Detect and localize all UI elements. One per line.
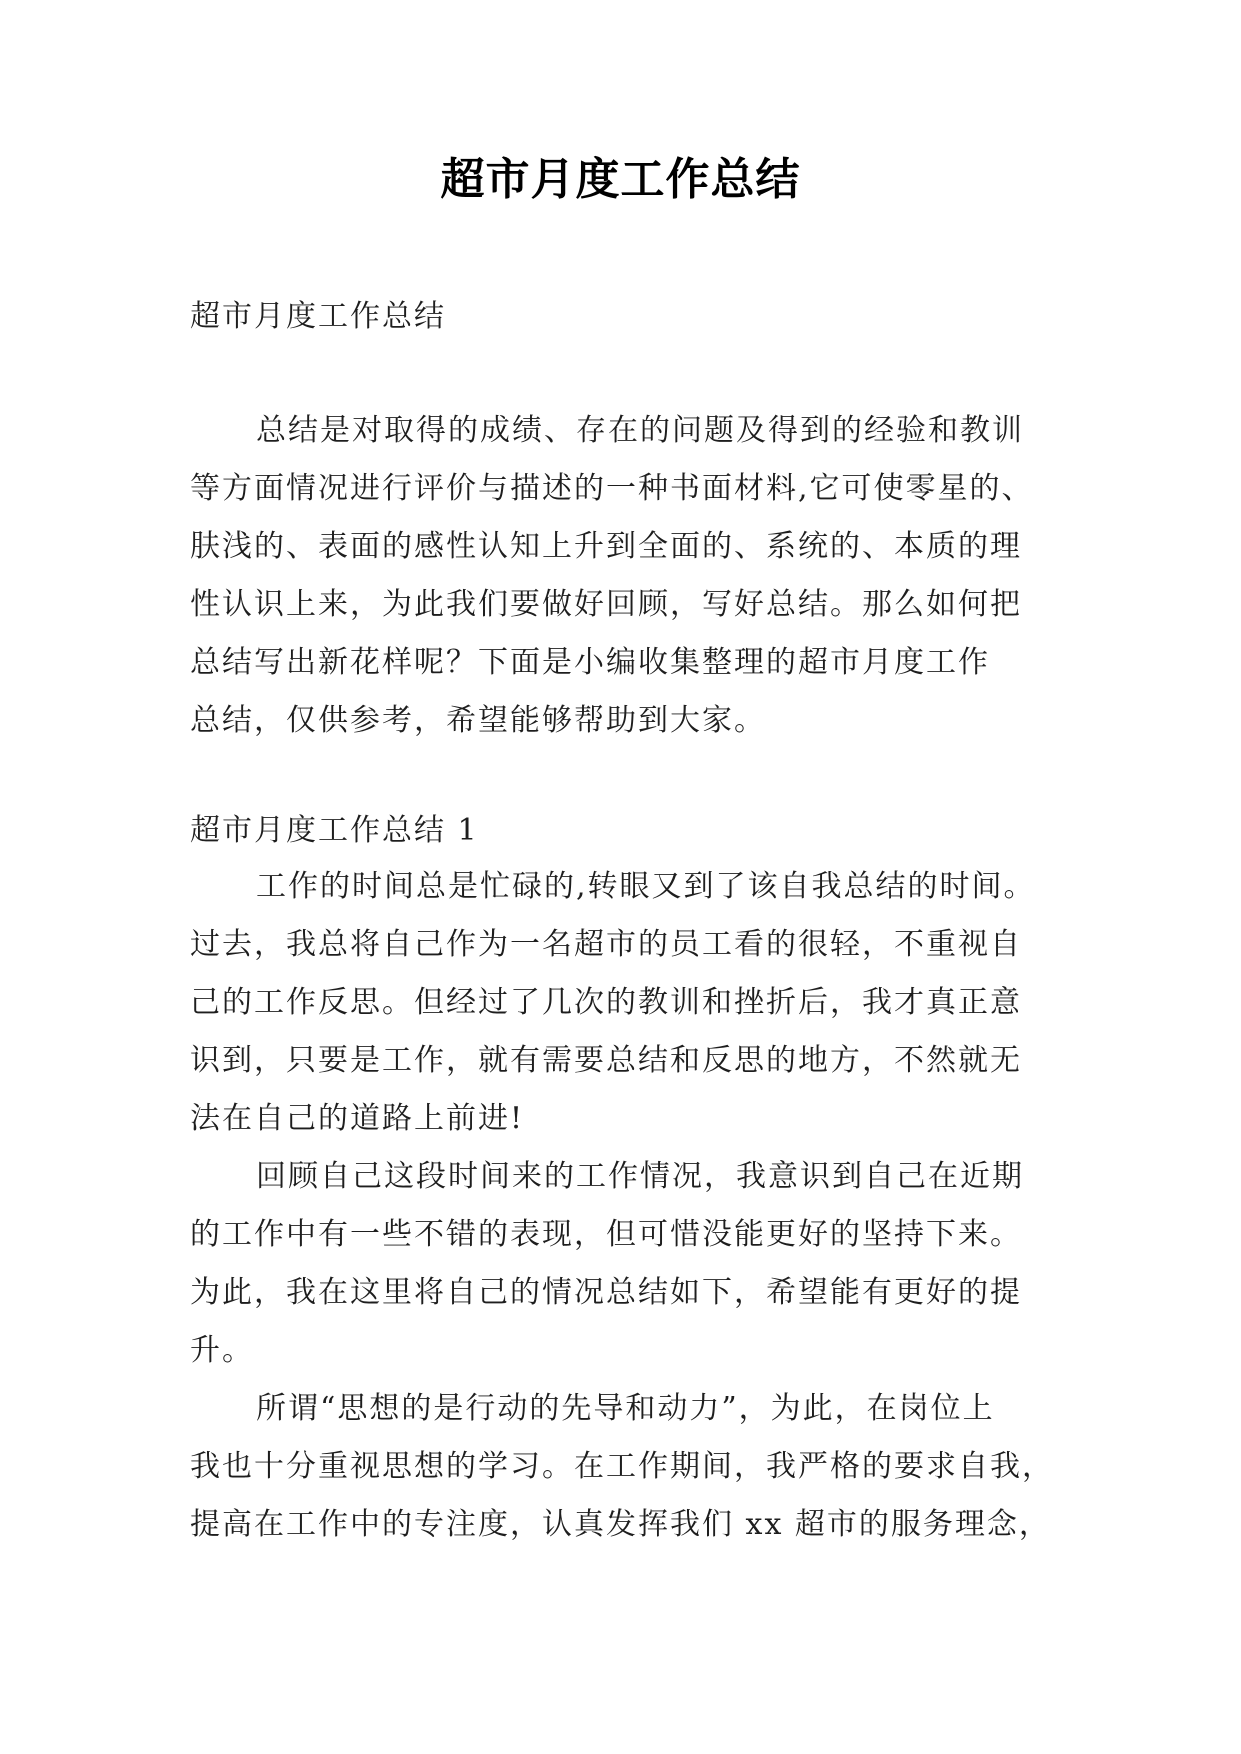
paragraph-line: 己的工作反思。但经过了几次的教训和挫折后，我才真正意: [190, 985, 1022, 1020]
document-subtitle: 超市月度工作总结: [190, 299, 446, 334]
paragraph-line: 提高在工作中的专注度，认真发挥我们 xx 超市的服务理念，: [190, 1507, 1051, 1542]
paragraph-line: 的工作中有一些不错的表现，但可惜没能更好的坚持下来。: [190, 1217, 1022, 1252]
paragraph-line: 我也十分重视思想的学习。在工作期间，我严格的要求自我，: [190, 1449, 1054, 1484]
paragraph-line: 性认识上来，为此我们要做好回顾，写好总结。那么如何把: [190, 587, 1022, 622]
paragraph-line: 总结写出新花样呢？下面是小编收集整理的超市月度工作: [190, 645, 990, 680]
paragraph-line: 肤浅的、表面的感性认知上升到全面的、系统的、本质的理: [190, 529, 1022, 564]
paragraph-line: 回顾自己这段时间来的工作情况，我意识到自己在近期: [256, 1159, 1024, 1194]
paragraph-line: 所谓“思想的是行动的先导和动力”，为此，在岗位上: [256, 1391, 995, 1426]
paragraph-line: 工作的时间总是忙碌的,转眼又到了该自我总结的时间。: [256, 869, 1036, 904]
section-heading: 超市月度工作总结 1: [190, 813, 479, 848]
document-title: 超市月度工作总结: [440, 154, 801, 205]
paragraph-line: 等方面情况进行评价与描述的一种书面材料,它可使零星的、: [190, 471, 1034, 506]
section-body: [190, 858, 1054, 1554]
intro-paragraph: [190, 402, 1050, 750]
paragraph-line: 总结是对取得的成绩、存在的问题及得到的经验和教训: [256, 413, 1024, 448]
paragraph-line: 识到，只要是工作，就有需要总结和反思的地方，不然就无: [190, 1043, 1022, 1078]
paragraph-line: 总结，仅供参考，希望能够帮助到大家。: [190, 703, 766, 738]
paragraph-line: 法在自己的道路上前进!: [190, 1101, 525, 1136]
paragraph-line: 为此，我在这里将自己的情况总结如下，希望能有更好的提: [190, 1275, 1022, 1310]
paragraph-line: 过去，我总将自己作为一名超市的员工看的很轻，不重视自: [190, 927, 1022, 962]
paragraph-line: 升。: [190, 1333, 254, 1368]
